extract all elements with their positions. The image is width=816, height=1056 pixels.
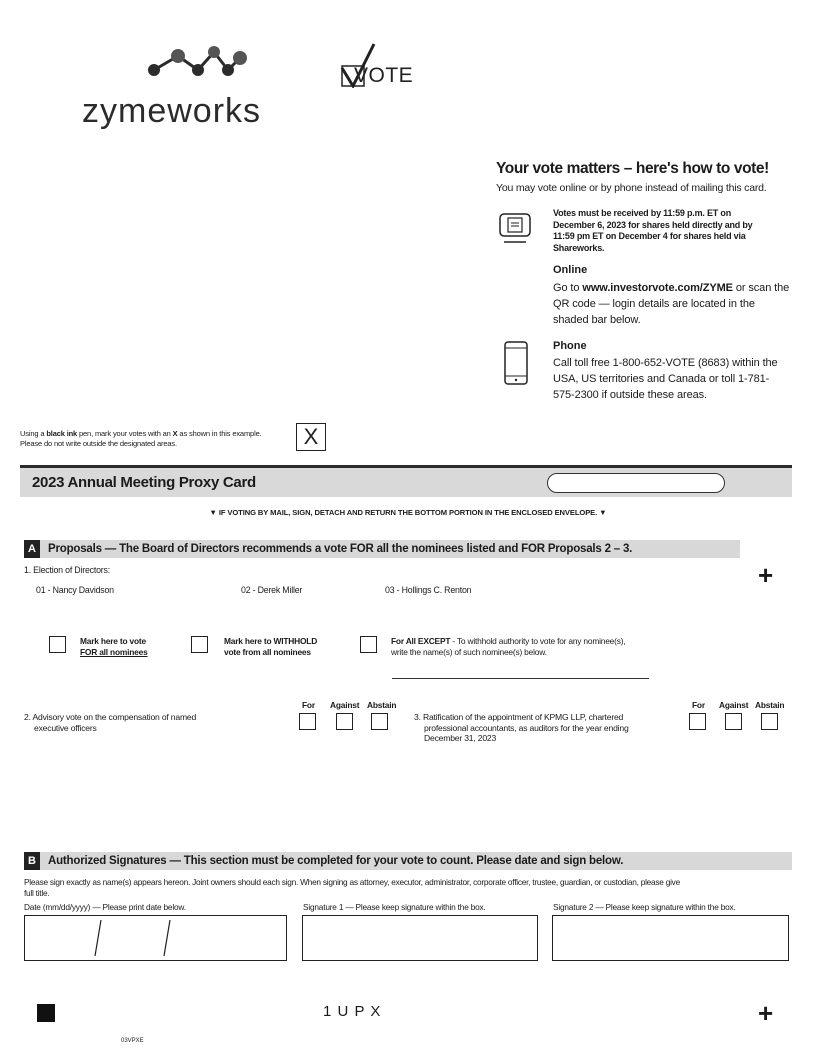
proposal-2-line1: 2. Advisory vote on the compensation of named	[24, 712, 197, 722]
online-heading: Online	[553, 264, 588, 276]
p2-for-header: For	[302, 700, 315, 710]
vote-logo	[340, 42, 420, 90]
proposal-2-label	[24, 712, 196, 733]
date-label: Date (mm/dd/yyyy) — Please print date below.	[24, 902, 186, 912]
card-title-bar	[20, 465, 792, 497]
section-b-title: Authorized Signatures — This section must be completed for your vote to count. Please date and sign below.	[48, 855, 624, 867]
proposal-3-line2: professional accountants, as auditors for the year ending	[424, 722, 629, 733]
signature-2-box[interactable]	[552, 915, 789, 961]
online-url-link[interactable]: www.investorvote.com/ZYME	[582, 282, 733, 294]
example-mark-box	[296, 423, 326, 451]
login-details-field[interactable]	[547, 473, 725, 493]
ink-instructions-black-ink: black ink	[46, 429, 78, 438]
plus-marker-bottom: +	[758, 998, 774, 1028]
for-all-except-rest: - To withhold authority to vote for any nominee(s),	[450, 636, 626, 646]
signature-2-label: Signature 2 — Please keep signature within the box.	[553, 902, 736, 912]
p3-for-checkbox[interactable]	[689, 713, 706, 730]
vote-text: VOTE	[354, 64, 414, 87]
logo-wordmark: zymeworks	[82, 92, 262, 130]
signature-1-label: Signature 1 — Please keep signature within the box.	[303, 902, 486, 912]
ink-instructions-x: X	[172, 429, 178, 438]
phone-heading: Phone	[553, 340, 587, 352]
p2-abstain-header: Abstain	[367, 700, 397, 710]
footer-small-code: 03VPXE	[121, 1038, 144, 1044]
nominee-02: 02 - Derek Miller	[241, 585, 303, 595]
plus-marker-top: +	[758, 560, 774, 590]
nominee-03: 03 - Hollings C. Renton	[385, 585, 472, 595]
ink-instructions-part1: Using a	[20, 429, 47, 438]
p3-abstain-checkbox[interactable]	[761, 713, 778, 730]
section-a-header	[24, 540, 740, 558]
proposal-3-label	[414, 712, 629, 744]
ink-instructions	[20, 429, 300, 449]
section-b-letter: B	[24, 852, 40, 870]
card-title: 2023 Annual Meeting Proxy Card	[32, 474, 256, 491]
section-a-title: Proposals — The Board of Directors recommends a vote FOR all the nominees listed and FOR Proposals 2 – 3.	[48, 543, 633, 555]
withhold-all-label-line2: vote from all nominees	[224, 647, 311, 657]
footer-code: 1 U P X	[323, 1003, 382, 1020]
p2-against-header: Against	[330, 700, 360, 710]
for-all-label	[80, 636, 148, 658]
withhold-all-label	[224, 636, 317, 658]
withhold-all-checkbox[interactable]	[191, 636, 208, 653]
p3-for-header: For	[692, 700, 705, 710]
for-all-except-line2: write the name(s) of such nominee(s) below.	[391, 647, 547, 657]
p3-against-checkbox[interactable]	[725, 713, 742, 730]
for-all-except-bold: For All EXCEPT	[391, 636, 451, 646]
signature-1-box[interactable]	[302, 915, 538, 961]
date-input-box[interactable]	[24, 915, 287, 961]
date-separators	[25, 916, 285, 960]
election-label: 1. Election of Directors:	[24, 565, 110, 575]
p2-for-checkbox[interactable]	[299, 713, 316, 730]
p2-against-checkbox[interactable]	[336, 713, 353, 730]
proposal-3-line3: December 31, 2023	[424, 733, 497, 743]
molecule-icon	[142, 40, 252, 85]
ink-instructions-part3: as shown in this example.	[177, 429, 262, 438]
proposal-3-line1: 3. Ratification of the appointment of KPMG LLP, chartered	[414, 712, 624, 722]
p2-abstain-checkbox[interactable]	[371, 713, 388, 730]
example-mark: X	[303, 424, 319, 449]
section-b-header	[24, 852, 792, 870]
proposal-2-line2: executive officers	[34, 722, 97, 733]
section-a-letter: A	[24, 540, 40, 558]
phone-icon	[503, 340, 529, 386]
for-all-except-label	[391, 636, 625, 658]
nominee-01: 01 - Nancy Davidson	[36, 585, 114, 595]
phone-text: Call toll free 1-800-652-VOTE (8683) within the USA, US territories and Canada or toll 1-781-575-2300 if outside these areas.	[553, 357, 778, 401]
except-names-line[interactable]	[392, 678, 649, 679]
detach-notice: ▼ IF VOTING BY MAIL, SIGN, DETACH AND RETURN THE BOTTOM PORTION IN THE ENCLOSED ENVELOPE. ▼	[209, 508, 607, 517]
registration-square	[37, 1004, 55, 1022]
zymeworks-logo	[82, 40, 332, 130]
how-to-vote-subtitle: You may vote online or by phone instead of mailing this card.	[496, 182, 767, 194]
how-to-vote-title: Your vote matters – here's how to vote!	[496, 160, 769, 177]
online-text	[553, 280, 793, 328]
for-all-label-line2: FOR all nominees	[80, 647, 148, 657]
p3-abstain-header: Abstain	[755, 700, 785, 710]
online-text-suffix: or scan the QR code — login details are located in the shaded bar below.	[553, 282, 790, 326]
for-all-except-checkbox[interactable]	[360, 636, 377, 653]
signature-instructions-line2: full title.	[24, 887, 50, 898]
signature-instructions-line1: Please sign exactly as name(s) appears hereon. Joint owners should each sign. When signing as attorney, executor, administrator, corporate officer, trustee, guardian, or custodian, please give	[24, 877, 680, 887]
for-all-label-line1: Mark here to vote	[80, 636, 146, 646]
vote-deadline: Votes must be received by 11:59 p.m. ET on December 6, 2023 for shares held directly and by 11:59 pm ET on December 4 for shares held via Shareworks.	[553, 208, 753, 253]
for-all-checkbox[interactable]	[49, 636, 66, 653]
p3-against-header: Against	[719, 700, 749, 710]
withhold-all-label-line1: Mark here to WITHHOLD	[224, 636, 318, 646]
ink-instructions-part2: pen, mark your votes with an	[77, 429, 173, 438]
signature-instructions	[24, 877, 796, 898]
computer-icon	[498, 212, 532, 246]
ink-instructions-line2: Please do not write outside the designated areas.	[20, 439, 177, 448]
online-text-prefix: Go to	[553, 282, 583, 294]
